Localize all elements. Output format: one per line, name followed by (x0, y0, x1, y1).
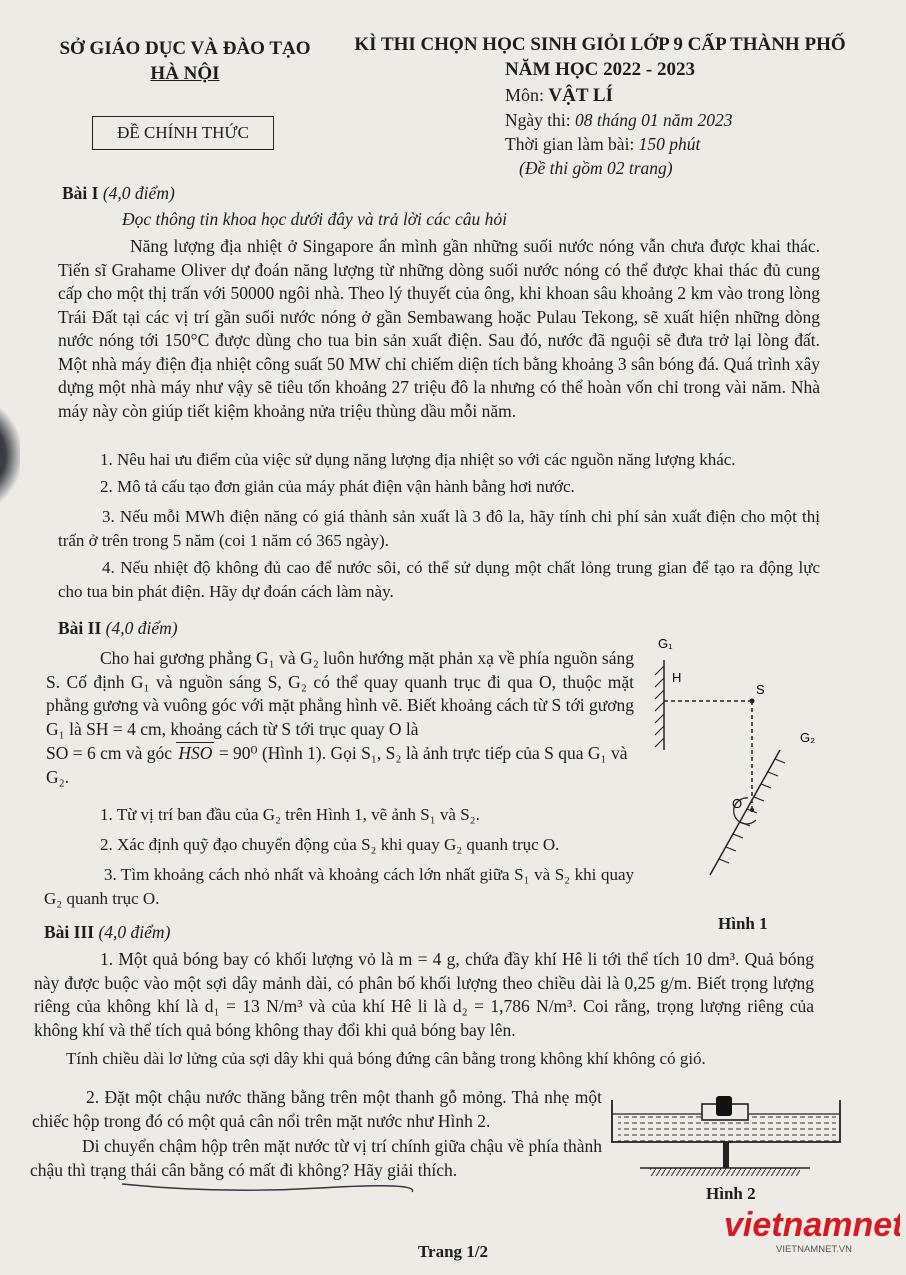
date-label: Ngày thi: (505, 110, 571, 130)
pen-underline (120, 1178, 420, 1198)
bai1-question-1: 1. Nêu hai ưu điểm của việc sử dụng năng lượng địa nhiệt so với các nguồn năng lượng khác. (100, 450, 736, 469)
department-name: SỞ GIÁO DỤC VÀ ĐÀO TẠO (59, 38, 311, 59)
svg-text:vietnamnet: vietnamnet (724, 1206, 900, 1244)
department-city: HÀ NỘI (150, 63, 220, 84)
weight (716, 1096, 732, 1116)
scan-shadow (0, 400, 20, 510)
bai3-heading (44, 922, 170, 943)
support-post (723, 1142, 729, 1168)
figure-1-diagram (640, 630, 890, 930)
bai3-points: (4,0 điểm) (98, 922, 171, 942)
bai3-title: Bài III (44, 922, 95, 942)
figure-2-diagram (600, 1090, 850, 1195)
source-point-s (750, 699, 755, 704)
bai3-part-1: 1. Một quả bóng bay có khối lượng vỏ là m = 4 g, chứa đầy khí Hê li tới thể tích 10 dm³. Quả bóng này được buộc vào một sợi dây mảnh dài, có phân bố khối lượng theo chiều dài là 0,25 g/m. Biết trọng lượng riêng của không khí là d₁ = 13 N/m³ và của khí Hê li là d₂ = 1,786 N/m³. Coi rằng, trọng lượng riêng của không khí và thể tích quả bóng không thay đổi khi quả bóng bay lên. (34, 949, 814, 1040)
label-g2: G₂ (800, 730, 816, 745)
pivot-point-o (750, 808, 754, 812)
bai1-passage: Năng lượng địa nhiệt ở Singapore ẩn mình gần những suối nước nóng vẫn chưa được khai thác. Tiến sĩ Grahame Oliver dự đoán năng lượng từ những dòng suối nước nóng có thể được khai thác đủ cung cấp cho một thị trấn với 50000 ngôi nhà. Theo lý thuyết của ông, khi khoan sâu khoảng 2 km vào trong lòng Trái Đất tại các vị trí gần suối nước nóng ở gần Sembawang hoặc Pulau Tekong, sẽ xuất hiện những dòng nước nóng tới 150°C được dùng cho tua bin sản xuất điện. Sau đó, nước đã nguội sẽ đưa trở lại lòng đất. Một nhà máy điện địa nhiệt công suất 50 MW chỉ chiếm diện tích bằng khoảng 3 sân bóng đá. Quá trình xây dựng một nhà máy như vậy sẽ tiêu tốn khoảng 27 triệu đô la nhưng có thể hoàn vốn chỉ trong vài năm. Nhà máy này còn giúp tiết kiệm khoảng nửa triệu thùng dầu mỗi năm. (58, 236, 820, 421)
label-g1: G₁ (658, 636, 673, 651)
bai2-paragraph-2 (46, 742, 634, 789)
bai1-instruction: Đọc thông tin khoa học dưới đây và trả lời các câu hỏi (122, 209, 507, 229)
bai2-question-1: 1. Từ vị trí ban đầu của G₂ trên Hình 1, vẽ ảnh S₁ và S₂. (100, 805, 480, 824)
label-o: O (732, 796, 743, 811)
pages-note: (Đề thi gồm 02 trang) (519, 158, 673, 178)
label-s: S (756, 682, 765, 697)
bai2-points: (4,0 điểm) (105, 618, 178, 638)
bai2-so-text: SO = 6 cm và góc (46, 743, 173, 763)
svg-text:VIETNAMNET.VN: VIETNAMNET.VN (776, 1244, 853, 1255)
bai3-part-2-question: Di chuyển chậm hộp trên mặt nước từ vị trí chính giữa chậu về phía thành chậu thì trạng thái cân bằng có mất đi không? Hãy giải thích. (30, 1136, 602, 1180)
bai2-title: Bài II (58, 618, 102, 638)
exam-header (340, 32, 860, 82)
bai1-points: (4,0 điểm) (102, 183, 175, 203)
date-value: 08 tháng 01 năm 2023 (575, 110, 733, 130)
bai2-heading (58, 618, 178, 639)
bai2-images-text: = 90⁰ (Hình 1). Gọi S₁, S₂ là ảnh trực tiếp của S qua G₁ và G₂. (46, 743, 628, 787)
bai3-part-2: 2. Đặt một chậu nước thăng bằng trên một thanh gỗ mỏng. Thả nhẹ một chiếc hộp trong đó có một quả cân nổi trên mặt nước như Hình 2. (32, 1087, 602, 1131)
mirror-g1-hatching (655, 666, 664, 747)
subject-name: VẬT LÍ (548, 85, 613, 106)
bai1-heading (62, 183, 175, 204)
subject-label: Môn: (505, 85, 545, 105)
bai1-question-3: 3. Nếu mỗi MWh điện năng có giá thành sản xuất là 3 đô la, hãy tính chi phí sản xuất điện cho một thị trấn ở trên trong 5 năm (coi 1 năm có 365 ngày). (58, 507, 820, 550)
bai1-title: Bài I (62, 183, 99, 203)
figure-1-caption: Hình 1 (718, 914, 768, 933)
school-year: NĂM HỌC 2022 - 2023 (505, 59, 695, 80)
bai1-question-2: 2. Mô tả cấu tạo đơn giản của máy phát điện vận hành bằng hơi nước. (100, 477, 575, 496)
angle-hso: HSO (178, 743, 213, 763)
bai2-paragraph-1: Cho hai gương phẳng G₁ và G₂ luôn hướng mặt phản xạ về phía nguồn sáng S. Cố định G₁ và nguồn sáng S, G₂ có thể quay quanh trục đi qua O, thuộc mặt phẳng gương và vuông góc với mặt phẳng hình vẽ. Biết khoảng cách từ S tới gương G₁ là SH = 4 cm, khoảng cách từ S tới trục quay O là (46, 648, 634, 739)
wooden-bar (650, 1168, 800, 1176)
bai2-question-2: 2. Xác định quỹ đạo chuyển động của S₂ khi quay G₂ quanh trục O. (100, 835, 560, 854)
bai3-part-1-question: Tính chiều dài lơ lửng của sợi dây khi quả bóng đứng cân bằng trong không khí không có gió. (66, 1049, 706, 1068)
label-h: H (672, 670, 682, 685)
exam-title: KÌ THI CHỌN HỌC SINH GIỎI LỚP 9 CẤP THÀNH PHỐ (354, 34, 846, 55)
time-value: 150 phút (638, 134, 701, 154)
bai1-question-4: 4. Nếu nhiệt độ không đủ cao để nước sôi, có thể sử dụng một chất lỏng trung gian để tạo ra động lực cho tua bin phát điện. Hãy dự đoán cách làm này. (58, 558, 820, 601)
figure-2-caption: Hình 2 (706, 1184, 756, 1203)
time-label: Thời gian làm bài: (505, 134, 635, 154)
page-number: Trang 1/2 (417, 1242, 489, 1261)
bai2-question-3: 3. Tìm khoảng cách nhỏ nhất và khoảng cách lớn nhất giữa S₁ và S₂ khi quay G₂ quanh trục O. (44, 865, 634, 908)
department-header (40, 36, 330, 86)
exam-info (505, 83, 733, 180)
official-exam-box: ĐỀ CHÍNH THỨC (92, 116, 274, 150)
mirror-g2 (710, 750, 780, 875)
